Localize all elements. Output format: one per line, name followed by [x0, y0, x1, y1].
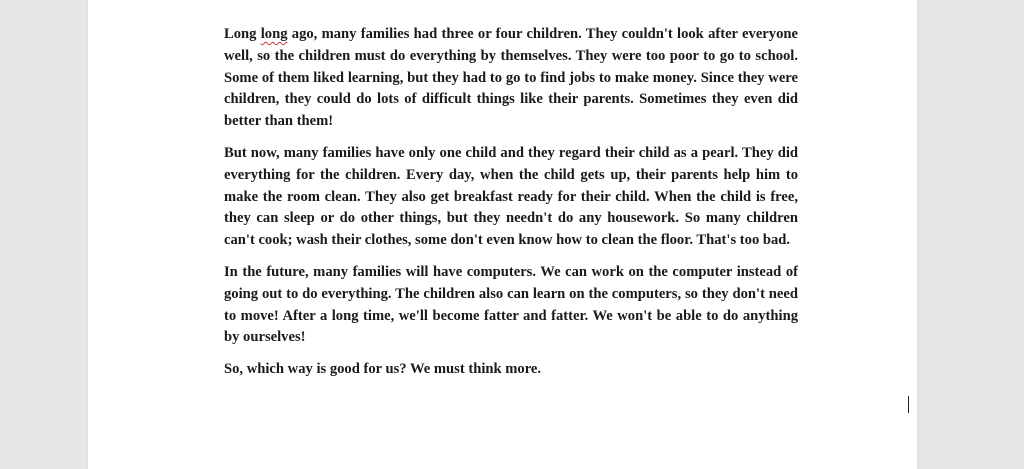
spellcheck-flagged-word[interactable]: long: [260, 26, 288, 42]
paragraph-2: But now, many families have only one child and they regard their child as a pearl. They did everything for the children. Every day, when the child gets up, their parents help him to make the room clean. They also get breakfast ready for their child. When the child is free, they can sleep or do other things, but they needn't do any housework. So many children can't cook; wash their clothes, some don't even know how to clean the floor. That's too bad.: [224, 144, 798, 249]
document-page[interactable]: [88, 0, 917, 469]
paragraph-1: [224, 24, 798, 133]
paragraph-1-first-word: Long: [224, 26, 257, 42]
paragraph-4: So, which way is good for us? We must think more.: [224, 361, 542, 378]
paragraph-3: In the future, many families will have computers. We can work on the computer instead of going out to do everything. The children also can learn on the computers, so they don't need to move! After a long time, we'll become fatter and fatter. We won't be able to do anything by ourselves!: [224, 263, 798, 346]
text-cursor: [908, 396, 909, 413]
document-body[interactable]: [224, 24, 798, 381]
paragraph-1-text: ago, many families had three or four children. They couldn't look after everyone well, so the children must do everything by themselves. They were too poor to go to school. Some of them liked learning, but they had to go to find jobs to make money. Since they were children, they could do lots of difficult things like their parents. Sometimes they even did better than them!: [224, 26, 798, 130]
